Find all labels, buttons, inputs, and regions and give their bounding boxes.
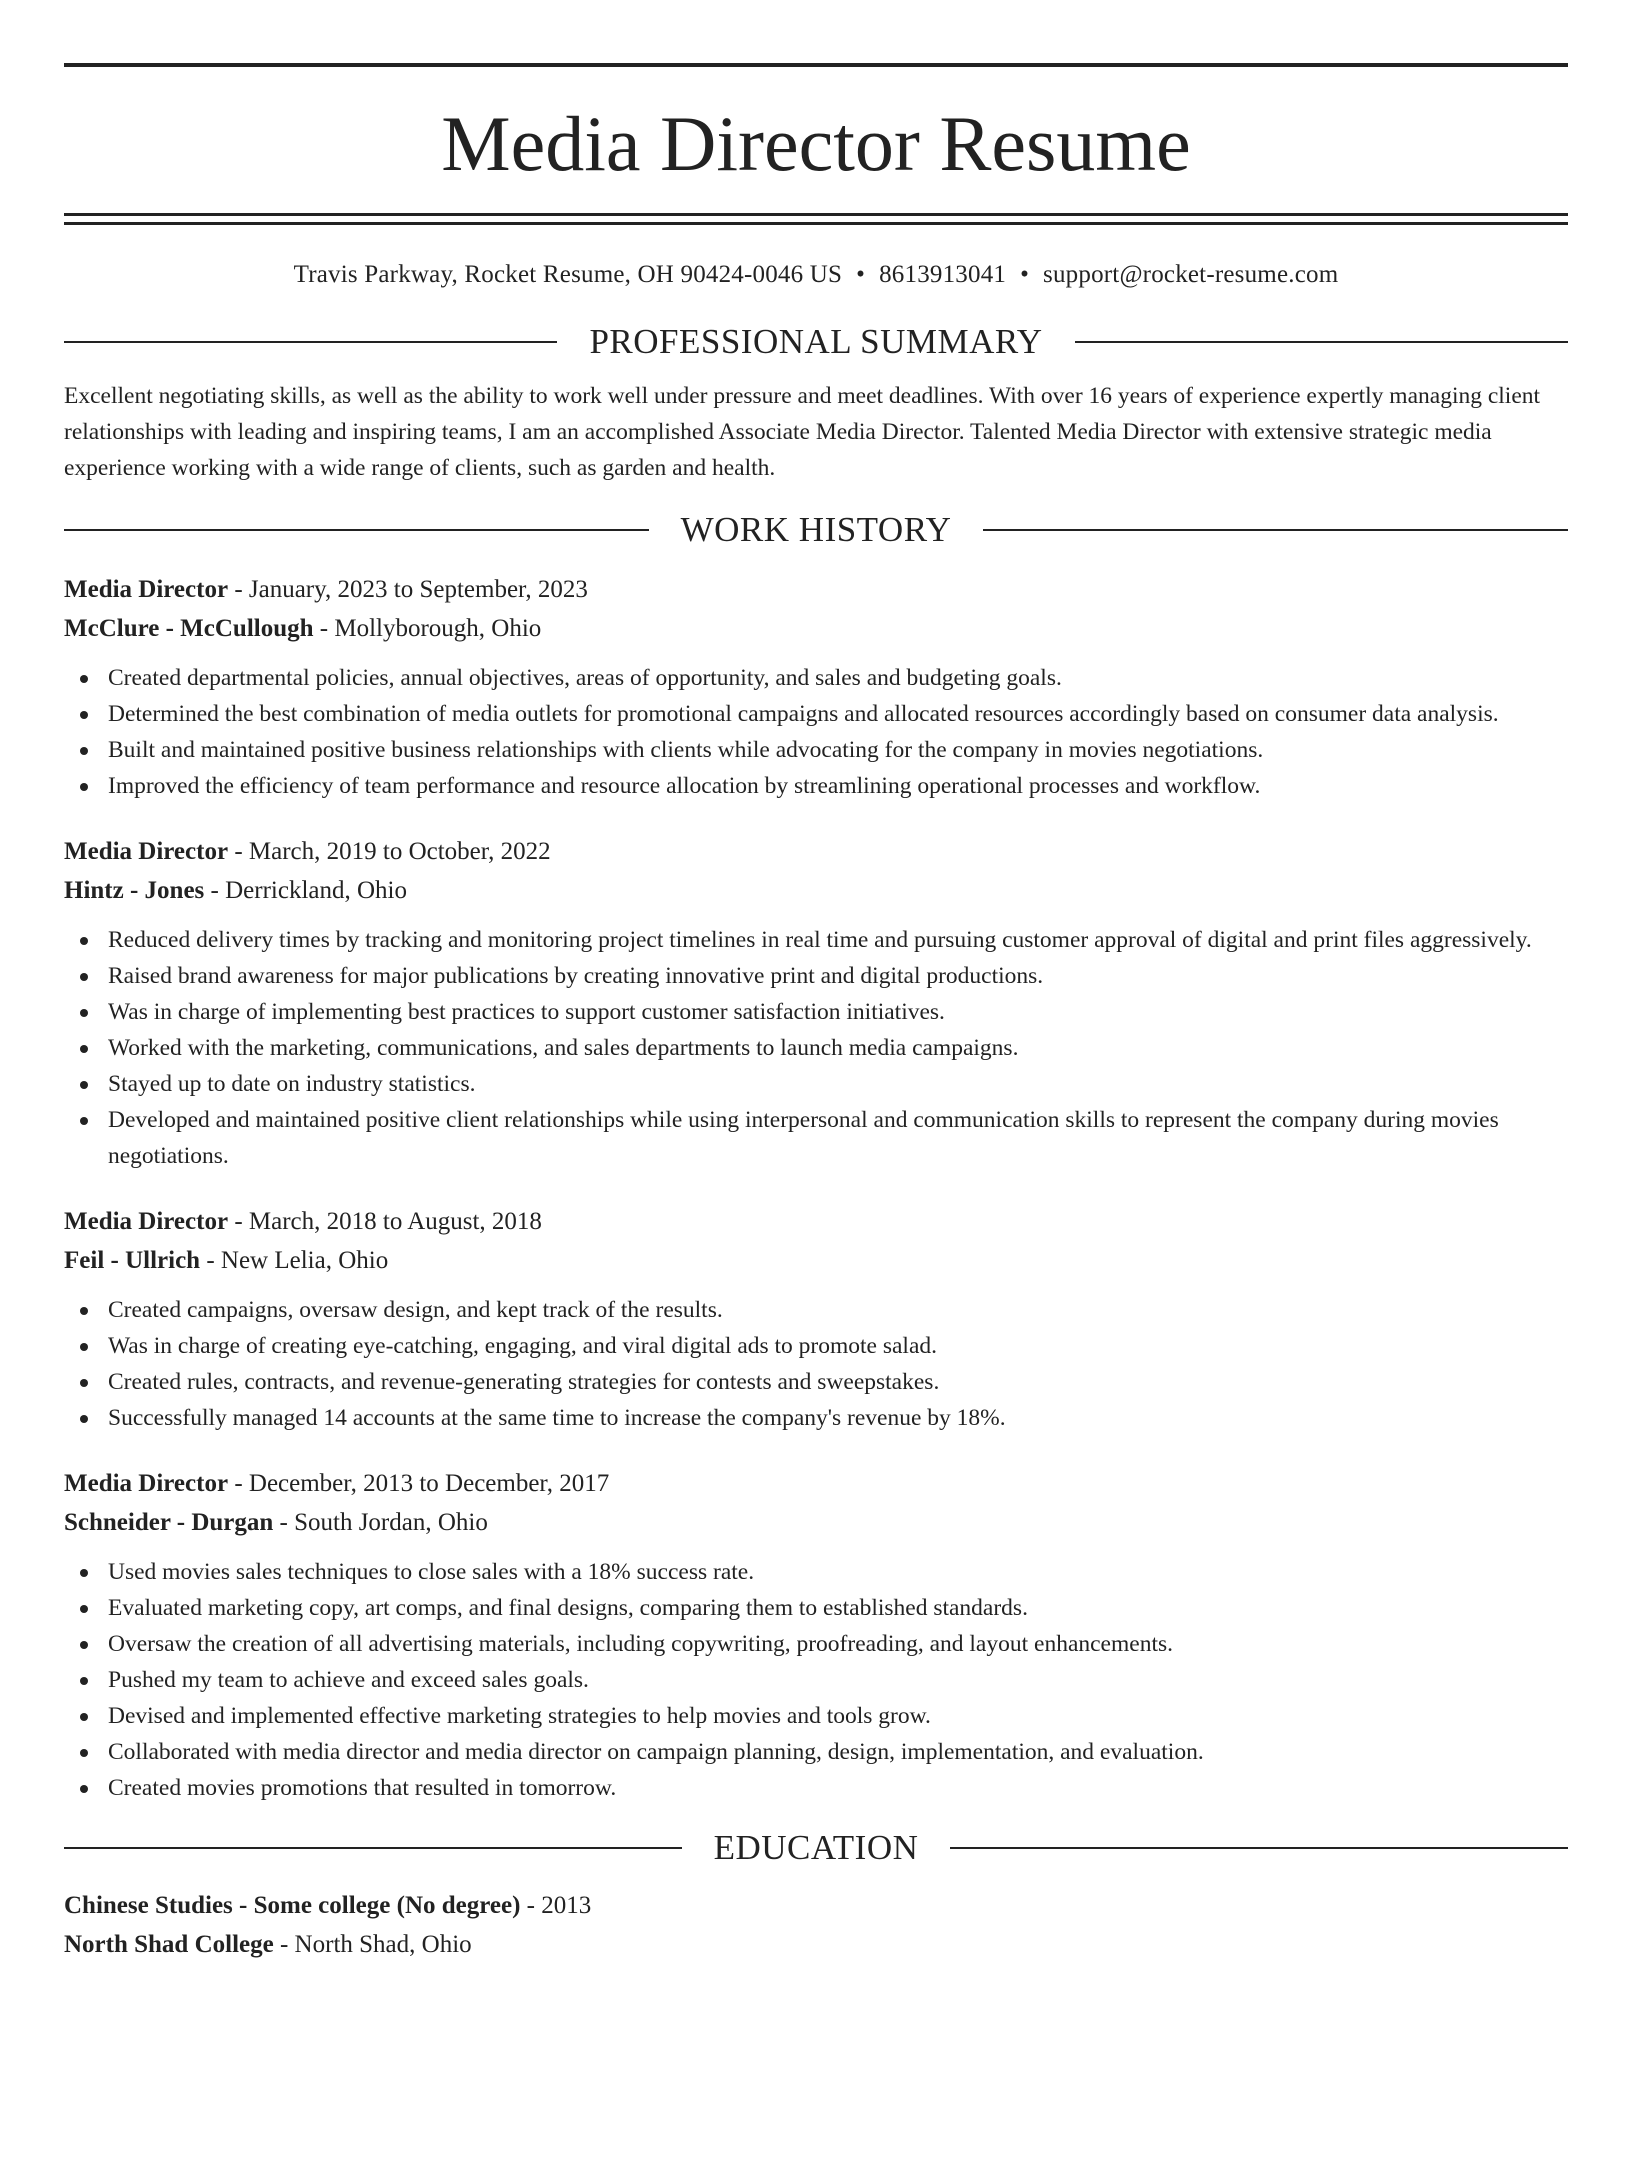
job-entry: [64, 832, 1568, 1174]
job-bullet: Stayed up to date on industry statistics.: [64, 1066, 1568, 1102]
job-bullet: Created campaigns, oversaw design, and kept track of the results.: [64, 1292, 1568, 1328]
education-degree-line: [64, 1886, 1568, 1925]
education-location: - North Shad, Ohio: [273, 1931, 472, 1958]
section-title-summary: PROFESSIONAL SUMMARY: [589, 322, 1043, 361]
education-entry: [64, 1886, 1568, 1964]
job-company: Hintz - Jones: [64, 877, 205, 904]
section-header-education: [64, 1828, 1568, 1868]
education-school: North Shad College: [64, 1931, 274, 1958]
job-location: - Mollyborough, Ohio: [313, 615, 542, 642]
job-bullet: Was in charge of implementing best practices to support customer satisfaction initiatives.: [64, 994, 1568, 1030]
job-entry: [64, 1202, 1568, 1436]
job-company-line: [64, 1241, 1568, 1280]
job-bullet: Created departmental policies, annual objectives, areas of opportunity, and sales and budgeting goals.: [64, 660, 1568, 696]
education-year: - 2013: [520, 1892, 592, 1919]
job-bullet: Worked with the marketing, communications, and sales departments to launch media campaigns.: [64, 1030, 1568, 1066]
contact-separator: •: [856, 261, 866, 288]
professional-summary: Excellent negotiating skills, as well as the ability to work well under pressure and meet deadlines. With over 16 years of experience expertly managing client relationships with leading and inspiring teams, I am an accomplished Associate Media Director. Talented Media Director with extensive strategic media experience working with a wide range of clients, such as garden and health.: [64, 383, 1541, 481]
job-bullet: Evaluated marketing copy, art comps, and final designs, comparing them to established standards.: [64, 1590, 1568, 1626]
section-header-work: [64, 510, 1568, 550]
contact-address: Travis Parkway, Rocket Resume, OH 90424-0046 US: [293, 261, 843, 288]
job-bullet: Reduced delivery times by tracking and monitoring project timelines in real time and pursuing customer approval of digital and print files aggressively.: [64, 922, 1568, 958]
job-title: Media Director: [64, 1208, 229, 1235]
job-title: Media Director: [64, 1470, 229, 1497]
job-title: Media Director: [64, 576, 229, 603]
job-bullet: Created movies promotions that resulted in tomorrow.: [64, 1770, 1568, 1806]
resume-page: [0, 63, 1632, 2175]
job-dates: - December, 2013 to December, 2017: [228, 1470, 610, 1497]
job-bullet: Created rules, contracts, and revenue-generating strategies for contests and sweepstakes.: [64, 1364, 1568, 1400]
job-bullet: Collaborated with media director and media director on campaign planning, design, implementation, and evaluation.: [64, 1734, 1568, 1770]
section-title-work: WORK HISTORY: [680, 510, 952, 549]
job-bullet-list: [64, 1292, 1568, 1436]
job-bullet: Was in charge of creating eye-catching, engaging, and viral digital ads to promote salad.: [64, 1328, 1568, 1364]
job-company: Feil - Ullrich: [64, 1247, 201, 1274]
job-company: Schneider - Durgan: [64, 1509, 274, 1536]
job-bullet-list: [64, 922, 1568, 1174]
job-bullet: Raised brand awareness for major publications by creating innovative print and digital productions.: [64, 958, 1568, 994]
job-title: Media Director: [64, 838, 229, 865]
section-rule-left: [64, 1847, 682, 1849]
job-bullet: Developed and maintained positive client relationships while using interpersonal and communication skills to represent the company during movies negotiations.: [64, 1102, 1568, 1174]
job-dates: - January, 2023 to September, 2023: [228, 576, 588, 603]
job-location: - Derrickland, Ohio: [204, 877, 407, 904]
contact-phone: 8613913041: [879, 261, 1007, 288]
job-bullet: Successfully managed 14 accounts at the same time to increase the company's revenue by 18%.: [64, 1400, 1568, 1436]
job-company-line: [64, 1503, 1568, 1542]
page-title: Media Director Resume: [441, 100, 1191, 187]
work-history-list: [64, 570, 1568, 1806]
job-dates: - March, 2018 to August, 2018: [228, 1208, 542, 1235]
section-header-summary: [64, 322, 1568, 362]
job-location: - New Lelia, Ohio: [200, 1247, 389, 1274]
job-dates: - March, 2019 to October, 2022: [228, 838, 551, 865]
job-entry: [64, 1464, 1568, 1806]
job-bullet-list: [64, 1554, 1568, 1806]
job-title-line: [64, 1464, 1568, 1503]
section-rule-left: [64, 529, 649, 531]
contact-email: support@rocket-resume.com: [1043, 261, 1339, 288]
section-rule-right: [1075, 341, 1568, 343]
contact-line: [64, 260, 1568, 290]
education-degree: Chinese Studies - Some college (No degree): [64, 1892, 521, 1919]
section-rule-right: [983, 529, 1568, 531]
job-bullet: Determined the best combination of media outlets for promotional campaigns and allocated resources accordingly based on consumer data analysis.: [64, 696, 1568, 732]
job-bullet: Improved the efficiency of team performance and resource allocation by streamlining operational processes and workflow.: [64, 768, 1568, 804]
education-school-line: [64, 1925, 1568, 1964]
top-rule: [64, 63, 1568, 67]
job-company: McClure - McCullough: [64, 615, 314, 642]
job-bullet: Pushed my team to achieve and exceed sales goals.: [64, 1662, 1568, 1698]
job-bullet-list: [64, 660, 1568, 804]
job-location: - South Jordan, Ohio: [273, 1509, 488, 1536]
section-rule-left: [64, 341, 557, 343]
section-rule-right: [950, 1847, 1568, 1849]
job-bullet: Oversaw the creation of all advertising materials, including copywriting, proofreading, and layout enhancements.: [64, 1626, 1568, 1662]
job-bullet: Used movies sales techniques to close sales with a 18% success rate.: [64, 1554, 1568, 1590]
job-entry: [64, 570, 1568, 804]
contact-separator: •: [1020, 261, 1030, 288]
title-double-rule: [64, 213, 1568, 225]
job-title-line: [64, 1202, 1568, 1241]
job-bullet: Built and maintained positive business relationships with clients while advocating for the company in movies negotiations.: [64, 732, 1568, 768]
job-title-line: [64, 570, 1568, 609]
job-title-line: [64, 832, 1568, 871]
job-company-line: [64, 609, 1568, 648]
job-company-line: [64, 871, 1568, 910]
section-title-education: EDUCATION: [713, 1828, 919, 1867]
job-bullet: Devised and implemented effective marketing strategies to help movies and tools grow.: [64, 1698, 1568, 1734]
